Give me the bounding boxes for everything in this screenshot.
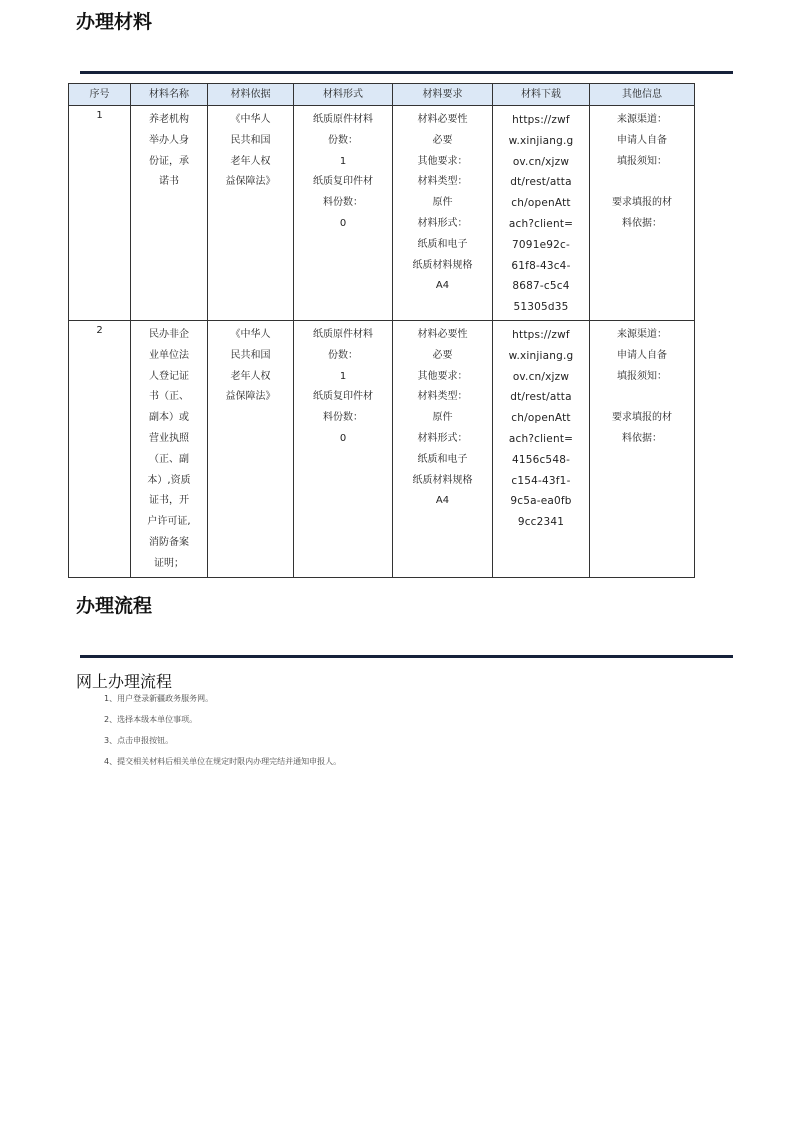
cell-material-form-line: 纸质原件材料: [313, 328, 373, 340]
cell-material-name-line: （正、副: [149, 453, 189, 465]
table-row: [69, 106, 695, 321]
cell-material-name-line: 消防备案: [149, 536, 189, 548]
cell-material-form-line: 1: [339, 155, 347, 167]
cell-material-requirement-line: 材料必要性: [417, 114, 468, 125]
header-basis: 材料依据: [208, 84, 294, 106]
materials-divider: [80, 71, 733, 74]
seq-number: 2: [96, 324, 103, 336]
cell-material-requirement-line: 原件: [432, 197, 453, 209]
materials-section-title: 办理材料: [76, 11, 153, 33]
cell-other-info-line: 填报须知：: [617, 155, 667, 167]
cell-material-requirement-line: 材料类型：: [417, 391, 468, 403]
cell-material-download-line: dt/rest/atta: [510, 176, 572, 189]
cell-material-form-line: 份数：: [328, 349, 358, 361]
cell-material-download-line: 51305d35: [513, 301, 569, 314]
cell-material-download-line: 4156c548-: [511, 453, 571, 466]
cell-other-info-line: 申请人自备: [617, 134, 667, 146]
online-process-title: 网上办理流程: [76, 672, 173, 691]
cell-material-name-line: 民办非企: [149, 328, 189, 340]
cell-material-form-line: 1: [339, 370, 347, 382]
cell-material-basis-line: 民共和国: [230, 349, 271, 361]
cell-material-name-line: 份证，承: [149, 155, 189, 167]
cell-material-form-line: 纸质复印件材: [313, 176, 373, 188]
cell-other-info-line: 来源渠道：: [617, 328, 667, 340]
cell-material-requirement-line: A4: [435, 280, 450, 292]
cell-material-download-line: ov.cn/xjzw: [512, 370, 570, 383]
cell-material-basis-line: 老年人权: [230, 155, 271, 167]
cell-material-requirement: [393, 320, 493, 577]
cell-material-download[interactable]: [493, 106, 590, 321]
cell-material-basis-line: 益保障法》: [225, 176, 276, 188]
header-other: 其他信息: [590, 84, 695, 106]
process-step: 2、选择本级本单位事项。: [104, 715, 198, 724]
cell-material-name-line: 本）,资质: [147, 474, 191, 486]
cell-material-form-line: 0: [339, 432, 347, 444]
cell-other-info: [590, 106, 695, 321]
cell-material-requirement-line: 纸质材料规格: [412, 259, 473, 271]
cell-material-download-line: 9cc2341: [517, 516, 565, 529]
header-seq: 序号: [69, 84, 131, 106]
cell-material-download-line: 8687-c5c4: [512, 280, 570, 293]
cell-material-download-line: ov.cn/xjzw: [512, 155, 570, 168]
cell-material-name-line: 证书，开: [149, 495, 189, 507]
cell-material-download-line: 9c5a-ea0fb: [510, 495, 572, 508]
cell-material-form-line: 0: [339, 217, 347, 229]
cell-material-download-line: dt/rest/atta: [510, 391, 572, 404]
cell-material-requirement-line: 材料必要性: [417, 328, 468, 340]
cell-material-form-line: 纸质复印件材: [313, 391, 373, 403]
cell-material-download-line: c154-43f1-: [511, 474, 571, 487]
cell-material-requirement-line: 原件: [432, 412, 453, 424]
process-steps: [104, 692, 341, 776]
cell-material-requirement: [393, 106, 493, 321]
cell-other-info-line: 来源渠道：: [617, 114, 667, 125]
process-step: 3、点击申报按钮。: [104, 736, 174, 745]
cell-seq: [69, 320, 131, 577]
cell-material-requirement-line: 材料形式：: [417, 217, 468, 229]
cell-material-download-line: ach?client=: [508, 217, 574, 230]
cell-material-basis-line: 《中华人: [230, 114, 271, 125]
cell-other-info-line: [594, 387, 690, 408]
cell-material-name-line: 户许可证,: [147, 516, 191, 528]
cell-material-requirement-line: 材料类型：: [417, 176, 468, 188]
process-step: 1、用户登录新疆政务服务网。: [104, 694, 214, 703]
cell-other-info-line: 要求填报的材: [612, 412, 672, 424]
cell-material-name-line: 业单位法: [149, 349, 189, 361]
cell-material-download-line: ch/openAtt: [511, 197, 571, 210]
cell-material-form-line: 份数：: [328, 134, 358, 146]
process-section-title: 办理流程: [76, 595, 153, 617]
cell-other-info-line: 申请人自备: [617, 349, 667, 361]
process-step: 4、提交相关材料后相关单位在规定时限内办理完结并通知申报人。: [104, 757, 342, 766]
cell-material-basis-line: 益保障法》: [225, 391, 276, 403]
cell-material-name: [131, 106, 208, 321]
header-name: 材料名称: [131, 84, 208, 106]
cell-material-download-line: 61f8-43c4-: [511, 259, 571, 272]
cell-material-name-line: 副本）或: [149, 412, 189, 424]
cell-material-requirement-line: A4: [435, 495, 450, 507]
cell-seq: [69, 106, 131, 321]
cell-material-name-line: 营业执照: [149, 432, 189, 444]
cell-other-info-line: 料依据：: [622, 432, 662, 444]
cell-material-download-line: ch/openAtt: [511, 412, 571, 425]
cell-material-basis: [208, 106, 294, 321]
cell-other-info-line: 要求填报的材: [612, 197, 672, 209]
cell-material-name-line: 养老机构: [149, 114, 189, 125]
cell-other-info-line: [594, 172, 690, 193]
cell-material-basis-line: 老年人权: [230, 370, 271, 382]
cell-material-requirement-line: 其他要求：: [417, 370, 468, 382]
cell-material-basis: [208, 320, 294, 577]
seq-number: 1: [96, 110, 103, 121]
cell-material-form: [294, 106, 393, 321]
cell-material-name-line: 证明；: [154, 557, 184, 569]
cell-material-requirement-line: 其他要求：: [417, 155, 468, 167]
cell-material-name-line: 诺书: [159, 176, 179, 188]
cell-other-info: [590, 320, 695, 577]
cell-material-basis-line: 《中华人: [230, 328, 271, 340]
cell-material-requirement-line: 纸质材料规格: [412, 474, 473, 486]
cell-material-requirement-line: 纸质和电子: [417, 453, 468, 465]
cell-material-download[interactable]: [493, 320, 590, 577]
cell-material-name-line: 人登记证: [149, 370, 189, 382]
cell-material-form-line: 料份数：: [323, 197, 363, 209]
header-requirement: 材料要求: [393, 84, 493, 106]
cell-material-requirement-line: 必要: [432, 134, 453, 146]
table-header-row: [69, 84, 695, 106]
cell-material-download-line: 7091e92c-: [512, 238, 570, 251]
table-row: [69, 320, 695, 577]
cell-material-requirement-line: 材料形式：: [417, 432, 468, 444]
process-divider: [80, 655, 733, 658]
cell-material-requirement-line: 必要: [432, 349, 453, 361]
cell-material-download-line: w.xinjiang.g: [508, 349, 574, 362]
cell-material-download-line: https://zwf: [512, 328, 570, 341]
cell-material-basis-line: 民共和国: [230, 134, 271, 146]
header-download: 材料下载: [493, 84, 590, 106]
cell-material-form-line: 纸质原件材料: [313, 114, 373, 125]
cell-material-form-line: 料份数：: [323, 412, 363, 424]
cell-material-form: [294, 320, 393, 577]
cell-material-download-line: w.xinjiang.g: [508, 134, 574, 147]
header-form: 材料形式: [294, 84, 393, 106]
cell-material-name-line: 书（正、: [149, 391, 189, 403]
cell-material-download-line: https://zwf: [512, 114, 570, 126]
cell-material-requirement-line: 纸质和电子: [417, 238, 468, 250]
cell-material-name: [131, 320, 208, 577]
cell-other-info-line: 填报须知：: [617, 370, 667, 382]
cell-material-download-line: ach?client=: [508, 432, 574, 445]
materials-table: [68, 83, 695, 578]
cell-material-name-line: 举办人身: [149, 134, 189, 146]
cell-other-info-line: 料依据：: [622, 217, 662, 229]
